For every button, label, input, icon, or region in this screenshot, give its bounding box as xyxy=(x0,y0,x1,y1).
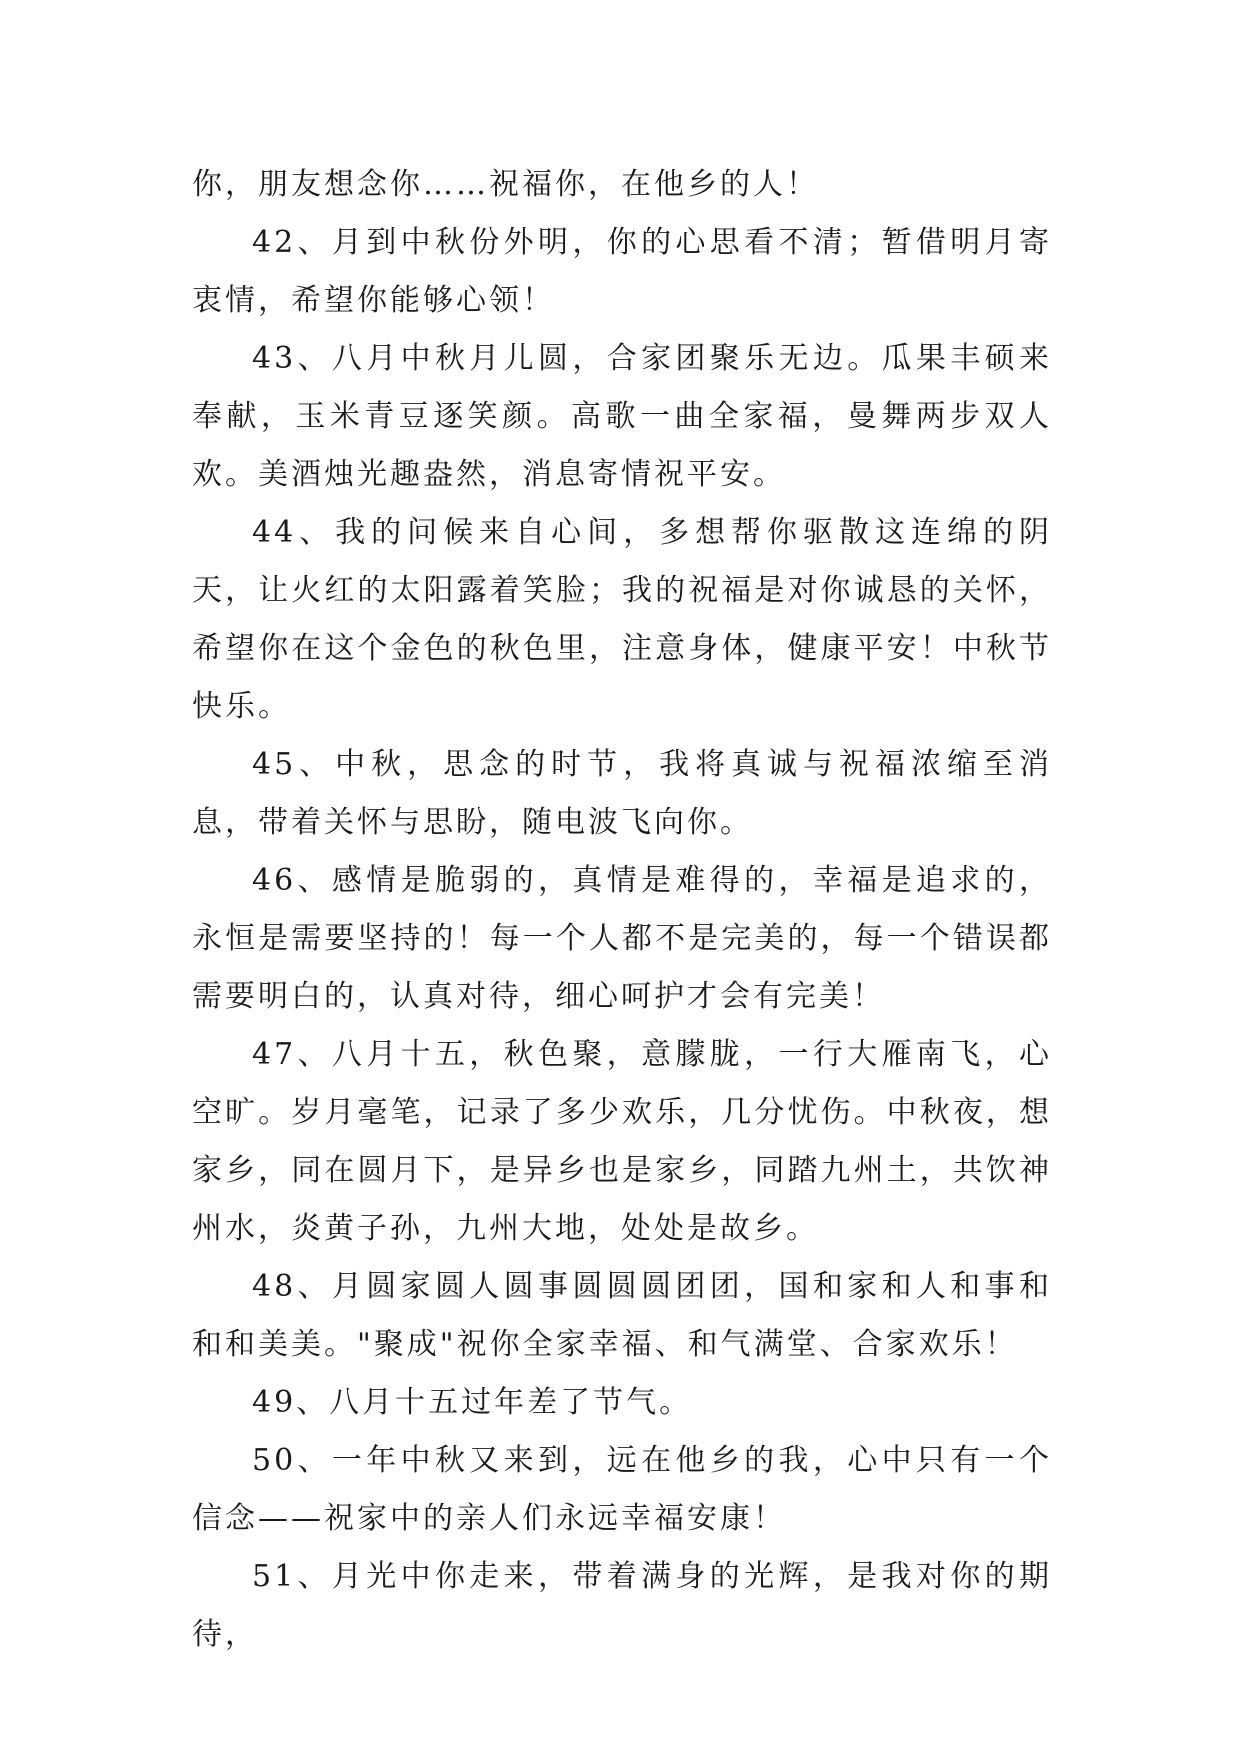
paragraph-44: 44、我的问候来自心间，多想帮你驱散这连绵的阴天，让火红的太阳露着笑脸；我的祝福是对你诚恳的关怀，希望你在这个金色的秋色里，注意身体，健康平安！中秋节快乐。 xyxy=(192,515,1052,724)
paragraph-51: 51、月光中你走来，带着满身的光辉，是我对你的期待， xyxy=(192,1559,1052,1652)
paragraph-42: 42、月到中秋份外明，你的心思看不清；暂借明月寄衷情，希望你能够心领！ xyxy=(192,225,1052,318)
document-body xyxy=(192,156,1052,1664)
paragraph-47: 47、八月十五，秋色聚，意朦胧，一行大雁南飞，心空旷。岁月毫笔，记录了多少欢乐，几分忧伤。中秋夜，想家乡，同在圆月下，是异乡也是家乡，同踏九州土，共饮神州水，炎黄子孙，九州大地，处处是故乡。 xyxy=(192,1037,1052,1246)
paragraph-50: 50、一年中秋又来到，远在他乡的我，心中只有一个信念——祝家中的亲人们永远幸福安康！ xyxy=(192,1443,1052,1536)
paragraph-49: 49、八月十五过年差了节气。 xyxy=(252,1385,693,1420)
paragraph-43: 43、八月中秋月儿圆，合家团聚乐无边。瓜果丰硕来奉献，玉米青豆逐笑颜。高歌一曲全家福，曼舞两步双人欢。美酒烛光趣盎然，消息寄情祝平安。 xyxy=(192,341,1052,492)
paragraph-45: 45、中秋，思念的时节，我将真诚与祝福浓缩至消息，带着关怀与思盼，随电波飞向你。 xyxy=(192,747,1052,840)
paragraph-46: 46、感情是脆弱的，真情是难得的，幸福是追求的，永恒是需要坚持的！每一个人都不是完美的，每一个错误都需要明白的，认真对待，细心呵护才会有完美！ xyxy=(192,863,1052,1014)
paragraph-continuation: 你，朋友想念你……祝福你，在他乡的人！ xyxy=(192,167,819,202)
paragraph-48: 48、月圆家圆人圆事圆圆圆团团，国和家和人和事和和和美美。"聚成"祝你全家幸福、和气满堂、合家欢乐！ xyxy=(192,1269,1052,1362)
